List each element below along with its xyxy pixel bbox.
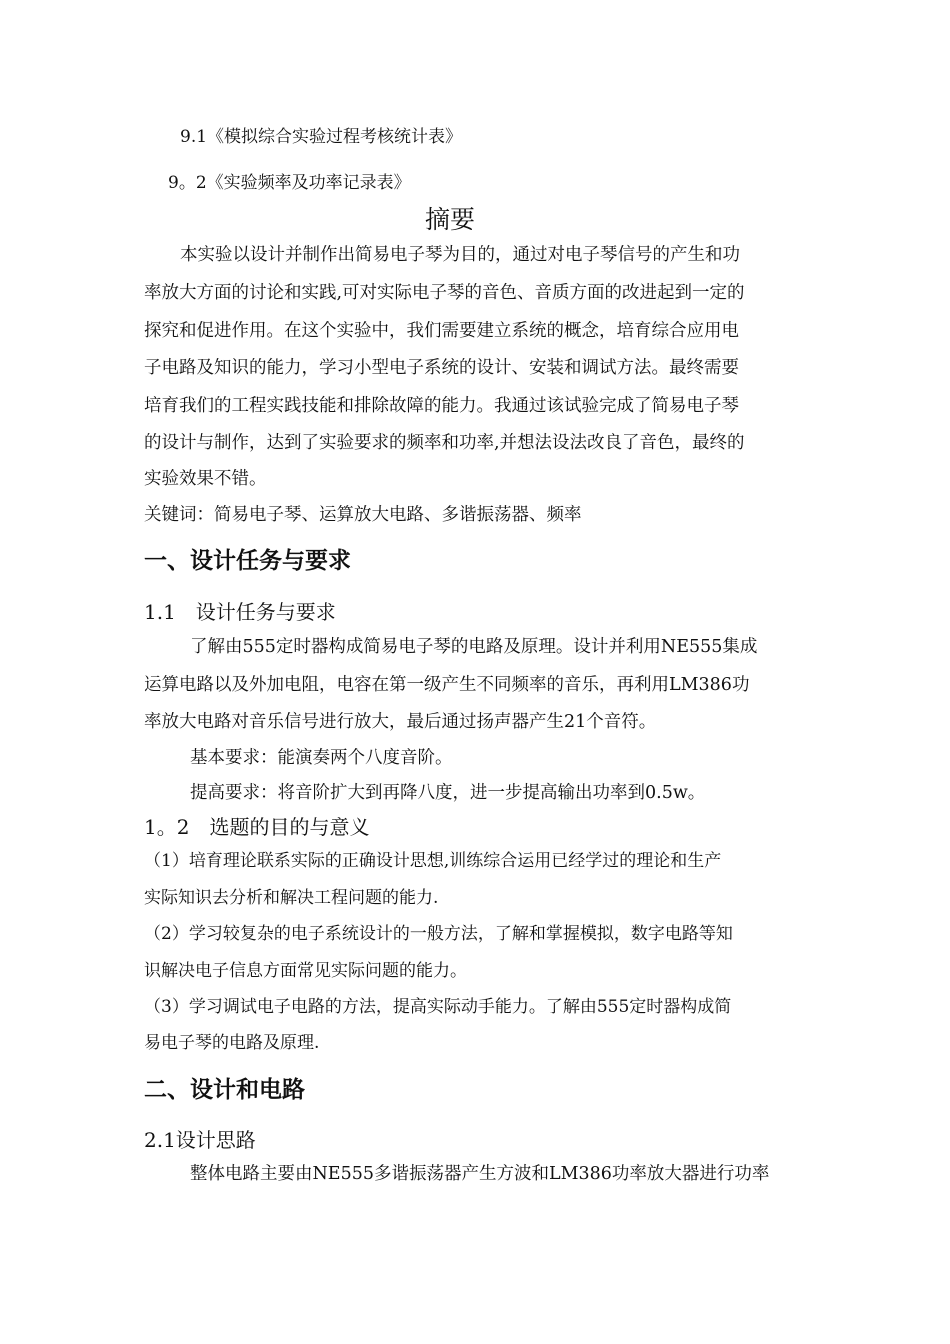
abstract-line: 探究和促进作用。在这个实验中，我们需要建立系统的概念，培育综合应用电 xyxy=(144,321,739,341)
basic-requirement: 基本要求：能演奏两个八度音阶。 xyxy=(190,748,453,768)
section-1-1-line: 了解由555定时器构成简易电子琴的电路及原理。设计并利用NE555集成 xyxy=(190,637,758,657)
section-1-1-heading: 1.1 设计任务与要求 xyxy=(144,600,336,624)
section-1-2-line: 易电子琴的电路及原理. xyxy=(144,1033,320,1053)
abstract-title: 摘要 xyxy=(424,205,475,234)
advanced-requirement: 提高要求：将音阶扩大到再降八度，进一步提高输出功率到0.5w。 xyxy=(190,783,706,803)
section-1-2-line: （2）学习较复杂的电子系统设计的一般方法，了解和掌握模拟，数字电路等知 xyxy=(144,924,733,944)
abstract-line: 本实验以设计并制作出简易电子琴为目的，通过对电子琴信号的产生和功 xyxy=(180,245,740,265)
section-2-1-heading: 2.1设计思路 xyxy=(144,1128,256,1152)
section-1-2-heading: 1。2 选题的目的与意义 xyxy=(144,815,370,839)
keywords: 关键词：简易电子琴、运算放大电路、多谐振荡器、频率 xyxy=(144,505,582,525)
abstract-line: 培育我们的工程实践技能和排除故障的能力。我通过该试验完成了简易电子琴 xyxy=(144,396,739,416)
section-1-1-line: 率放大电路对音乐信号进行放大，最后通过扬声器产生21个音符。 xyxy=(144,712,657,732)
section-1-2-line: （1）培育理论联系实际的正确设计思想,训练综合运用已经学过的理论和生产 xyxy=(144,851,722,871)
abstract-line: 率放大方面的讨论和实践,可对实际电子琴的音色、音质方面的改进起到一定的 xyxy=(144,283,745,303)
toc-item-9-2: 9。2《实验频率及功率记录表》 xyxy=(168,173,411,193)
abstract-line: 子电路及知识的能力，学习小型电子系统的设计、安装和调试方法。最终需要 xyxy=(144,358,739,378)
section-1-heading: 一、设计任务与要求 xyxy=(144,548,351,574)
abstract-line: 的设计与制作，达到了实验要求的频率和功率,并想法设法改良了音色，最终的 xyxy=(144,433,745,453)
section-1-2-line: （3）学习调试电子电路的方法，提高实际动手能力。了解由555定时器构成简 xyxy=(144,997,732,1017)
section-2-1-line: 整体电路主要由NE555多谐振荡器产生方波和LM386功率放大器进行功率 xyxy=(190,1164,770,1184)
section-2-heading: 二、设计和电路 xyxy=(144,1077,305,1103)
toc-item-9-1: 9.1《模拟综合实验过程考核统计表》 xyxy=(180,127,463,147)
section-1-2-line: 实际知识去分析和解决工程问题的能力. xyxy=(144,888,439,908)
section-1-2-line: 识解决电子信息方面常见实际问题的能力。 xyxy=(144,961,467,981)
section-1-1-line: 运算电路以及外加电阻，电容在第一级产生不同频率的音乐，再利用LM386功 xyxy=(144,675,750,695)
abstract-line: 实验效果不错。 xyxy=(144,469,267,489)
